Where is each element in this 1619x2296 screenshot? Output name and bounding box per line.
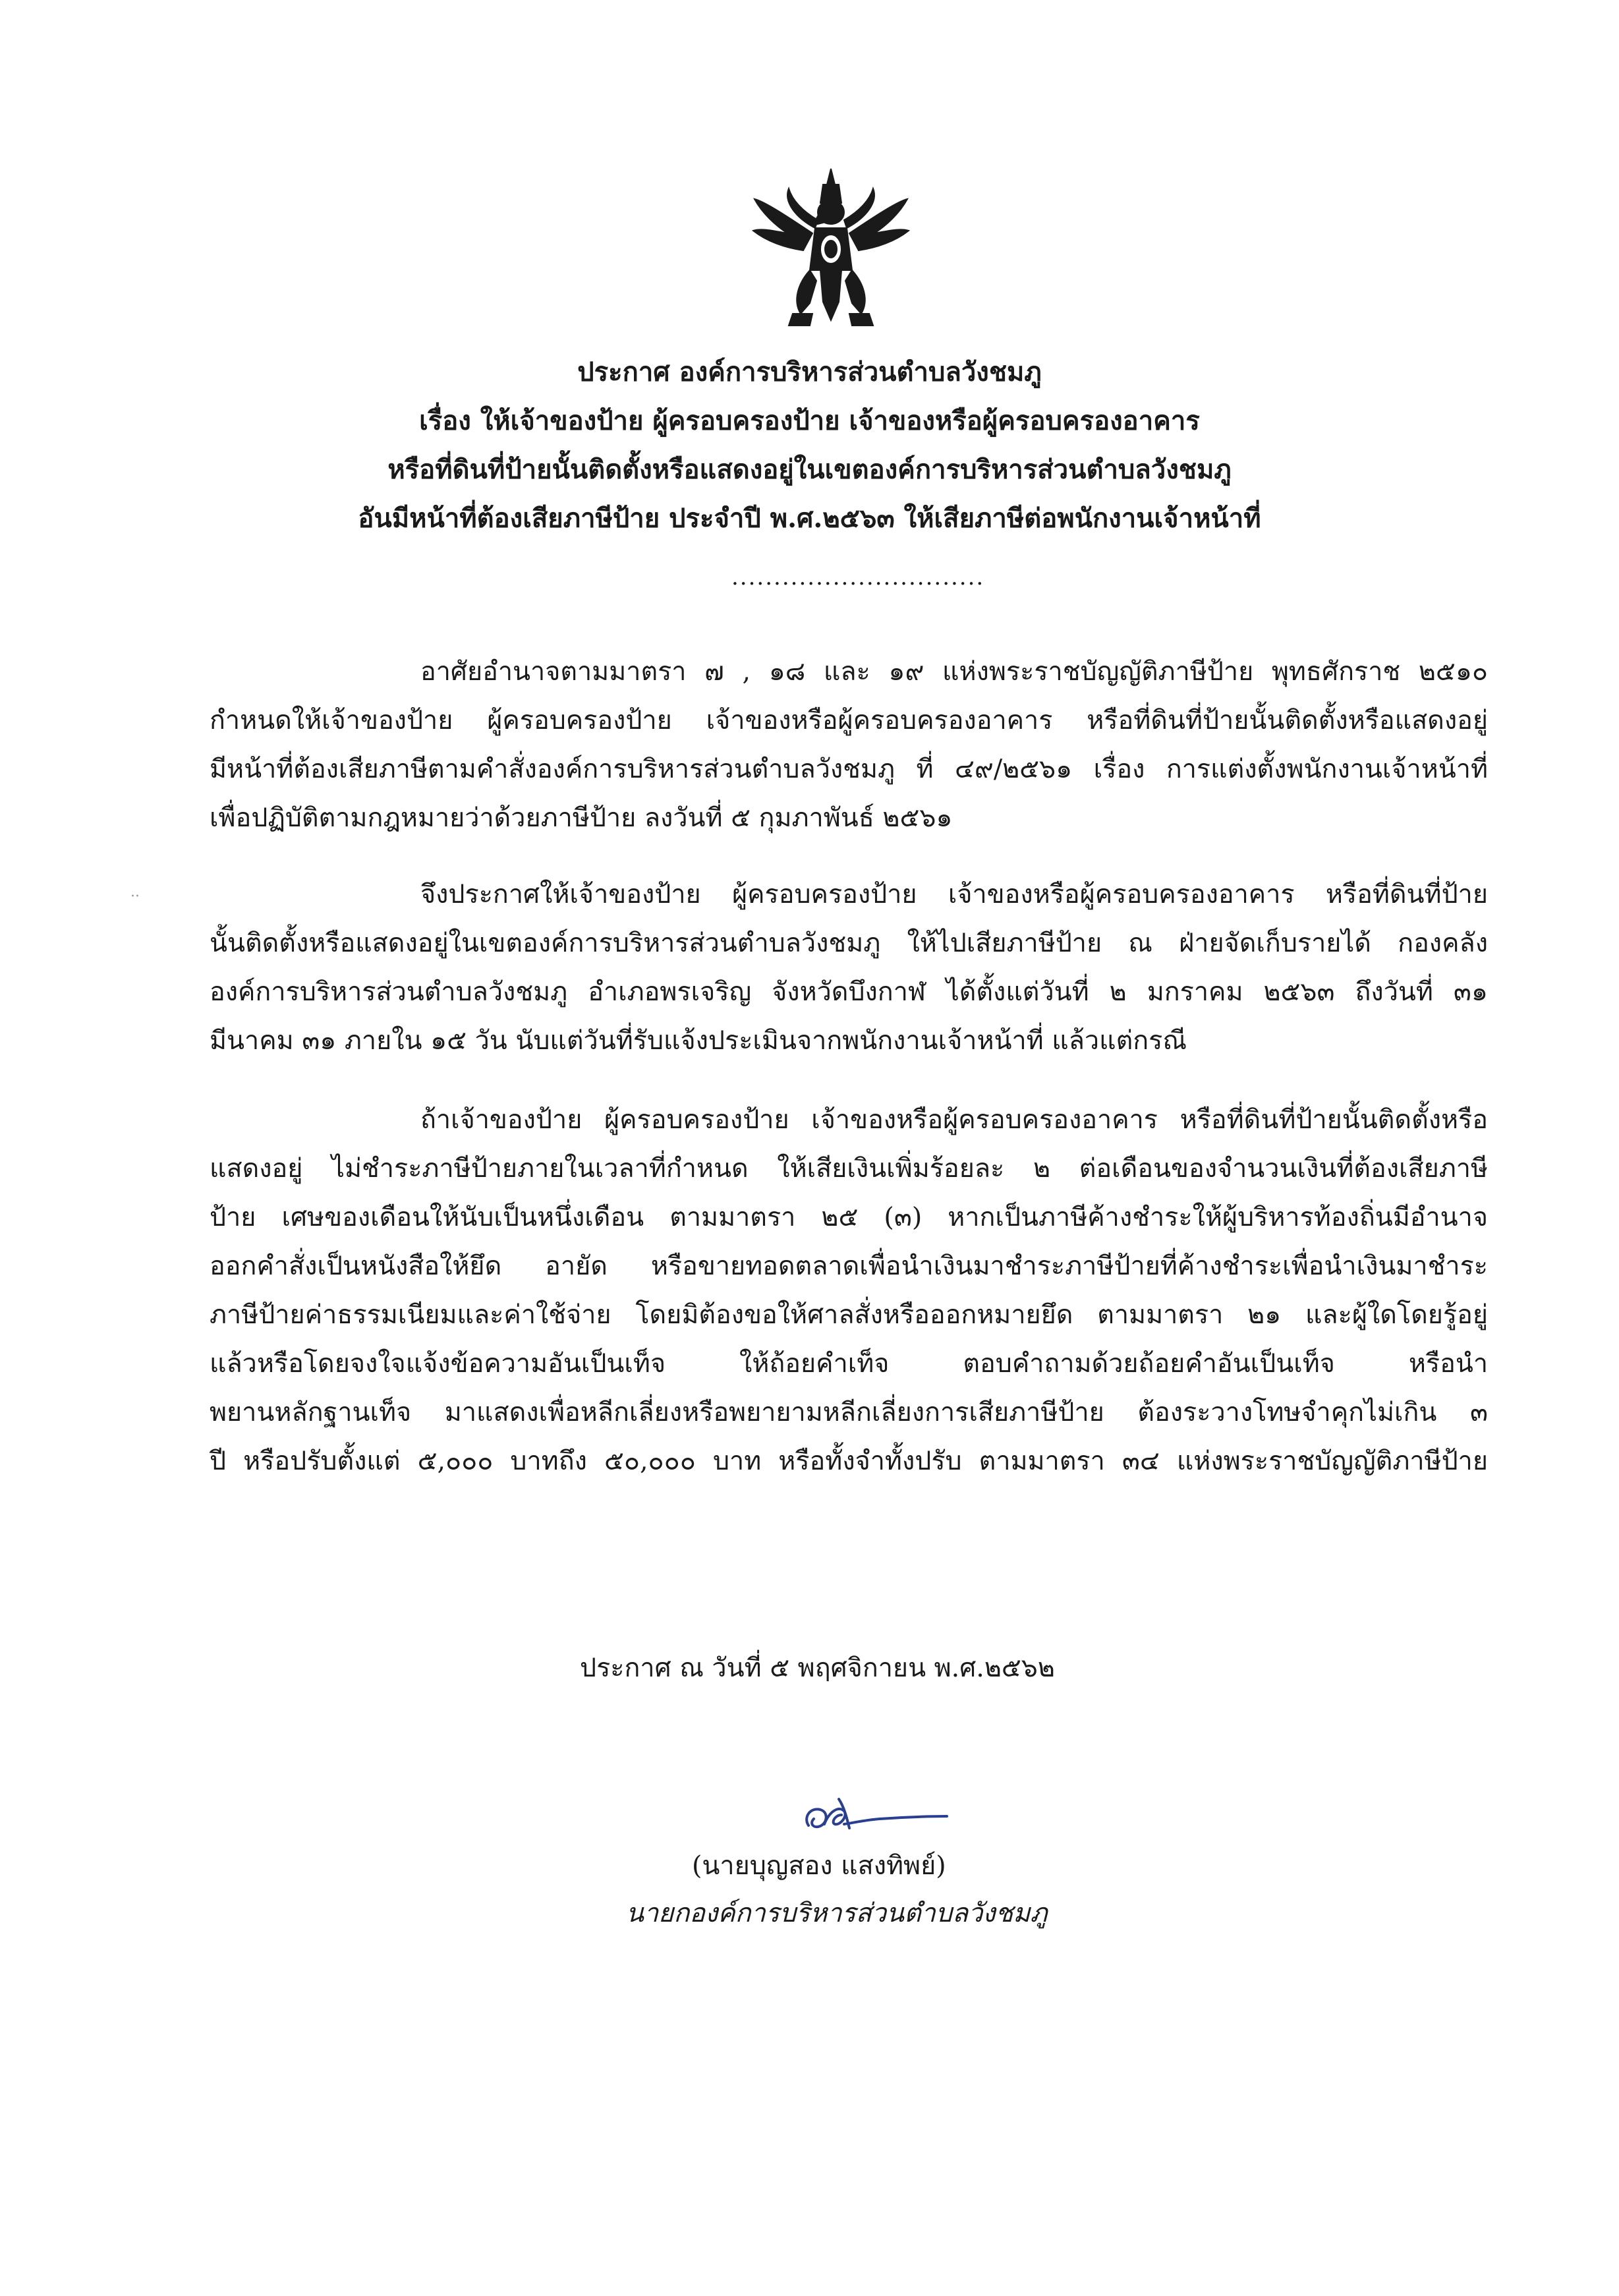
signer-title: นายกองค์การบริหารส่วนตำบลวังชมภู <box>626 1898 1048 1928</box>
paragraph-line: ออกคำสั่งเป็นหนังสือให้ยึด อายัด หรือขายทอดตลาดเพื่อนำเงินมาชำระภาษีป้ายที่ค้างชำระเพื่อนำเงินมาชำระ <box>210 1251 1488 1281</box>
paragraph-line: เพื่อปฏิบัติตามกฎหมายว่าด้วยภาษีป้าย ลงวันที่ ๕ กุมภาพันธ์ ๒๕๖๑ <box>210 803 953 833</box>
paragraph-line: มีนาคม ๓๑ ภายใน ๑๕ วัน นับแต่วันที่รับแจ้งประเมินจากพนักงานเจ้าหน้าที่ แล้วแต่กรณี <box>210 1025 1187 1056</box>
paragraph-line: พยานหลักฐานเท็จ มาแสดงเพื่อหลีกเลี่ยงหรือพยายามหลีกเลี่ยงการเสียภาษีป้าย ต้องระวางโทษจำคุกไม่เกิน ๓ <box>210 1397 1488 1427</box>
paragraph-line: อาศัยอำนาจตามมาตรา ๗ , ๑๘ และ ๑๙ แห่งพระราชบัญญัติภาษีป้าย พุทธศักราช ๒๕๑๐ <box>420 656 1488 687</box>
paragraph-line: องค์การบริหารส่วนตำบลวังชมภู อำเภอพรเจริญ จังหวัดบึงกาฬ ได้ตั้งแต่วันที่ ๒ มกราคม ๒๕๖๓ ถึงวันที่ ๓๑ <box>210 977 1488 1007</box>
announcement-date: ประกาศ ณ วันที่ ๕ พฤศจิกายน พ.ศ.๒๕๖๒ <box>580 1653 1055 1683</box>
heading-separator: .............................. <box>731 564 985 590</box>
paragraph-line: แสดงอยู่ ไม่ชำระภาษีป้ายภายในเวลาที่กำหนด ให้เสียเงินเพิ่มร้อยละ ๒ ต่อเดือนของจำนวนเงินที่ต้องเสียภาษี <box>210 1153 1488 1184</box>
handwritten-signature <box>801 1791 952 1844</box>
paragraph-line: มีหน้าที่ต้องเสียภาษีตามคำสั่งองค์การบริหารส่วนตำบลวังชมภู ที่ ๔๙/๒๕๖๑ เรื่อง การแต่งตั้งพนักงานเจ้าหน้าที่ <box>210 754 1488 784</box>
paragraph-authority <box>210 647 1488 842</box>
paragraph-payment-period <box>210 870 1488 1065</box>
heading-line-3: หรือที่ดินที่ป้ายนั้นติดตั้งหรือแสดงอยู่ในเขตองค์การบริหารส่วนตำบลวังชมภู <box>387 454 1232 485</box>
paragraph-line: ถ้าเจ้าของป้าย ผู้ครอบครองป้าย เจ้าของหรือผู้ครอบครองอาคาร หรือที่ดินที่ป้ายนั้นติดตั้งหรือ <box>420 1105 1488 1135</box>
garuda-emblem <box>749 165 913 331</box>
announcement-heading <box>198 348 1421 543</box>
heading-line-4: อันมีหน้าที่ต้องเสียภาษีป้าย ประจำปี พ.ศ.๒๕๖๓ ให้เสียภาษีต่อพนักงานเจ้าหน้าที่ <box>358 503 1261 534</box>
heading-line-1: ประกาศ องค์การบริหารส่วนตำบลวังชมภู <box>577 357 1042 387</box>
paragraph-line: ภาษีป้ายค่าธรรมเนียมและค่าใช้จ่าย โดยมิต้องขอให้ศาลสั่งหรือออกหมายยึด ตามมาตรา ๒๑ และผู้ใดโดยรู้อยู่ <box>210 1300 1488 1330</box>
paragraph-line: นั้นติดตั้งหรือแสดงอยู่ในเขตองค์การบริหารส่วนตำบลวังชมภู ให้ไปเสียภาษีป้าย ณ ฝ่ายจัดเก็บรายได้ กองคลัง <box>210 928 1488 958</box>
signer-name: (นายบุญสอง แสงทิพย์) <box>692 1851 946 1881</box>
paragraph-line: ป้าย เศษของเดือนให้นับเป็นหนึ่งเดือน ตามมาตรา ๒๕ (๓) หากเป็นภาษีค้างชำระให้ผู้บริหารท้องถิ่นมีอำนาจ <box>210 1202 1488 1232</box>
paragraph-penalties <box>210 1095 1488 1485</box>
paragraph-line: แล้วหรือโดยจงใจแจ้งข้อความอันเป็นเท็จ ให้ถ้อยคำเท็จ ตอบคำถามด้วยถ้อยคำอันเป็นเท็จ หรือนำ <box>210 1348 1488 1379</box>
paragraph-line: จึงประกาศให้เจ้าของป้าย ผู้ครอบครองป้าย เจ้าของหรือผู้ครอบครองอาคาร หรือที่ดินที่ป้าย <box>420 879 1488 909</box>
heading-line-2: เรื่อง ให้เจ้าของป้าย ผู้ครอบครองป้าย เจ้าของหรือผู้ครอบครองอาคาร <box>419 405 1200 436</box>
paragraph-line: กำหนดให้เจ้าของป้าย ผู้ครอบครองป้าย เจ้าของหรือผู้ครอบครองอาคาร หรือที่ดินที่ป้ายนั้นติดตั้งหรือแสดงอยู่ <box>210 705 1488 735</box>
paragraph-line: ปี หรือปรับตั้งแต่ ๕,๐๐๐ บาทถึง ๕๐,๐๐๐ บาท หรือทั้งจำทั้งปรับ ตามมาตรา ๓๔ แห่งพระราชบัญญัติภาษีป้าย <box>210 1446 1488 1476</box>
scan-speck: ·· <box>130 888 140 905</box>
